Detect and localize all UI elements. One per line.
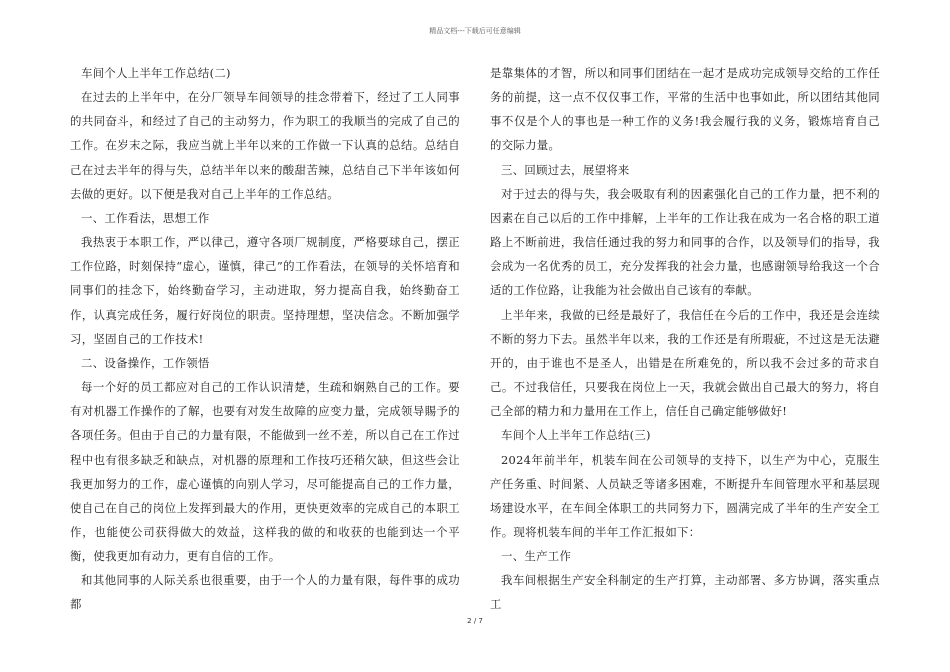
paragraph-continued: 是靠集体的才智，所以和同事们团结在一起才是成功完成领导交给的工作任务的前提，这一点不仅仅事工作，平常的生活中也事如此，所以团结其他同事不仅是个人的事也是一种工作的义务!我会履行我的义务，锻炼培育自己的交际力量。 xyxy=(490,66,880,153)
paragraph: 2024年前半年，机装车间在公司领导的支持下，以生产为中心，克服生产任务重、时间紧、人员缺乏等诸多困难，不断提升车间管理水平和基层现场建设水平，在车间全体职工的共同努力下，圆满完成了半年的生产安全工作。现将机装车间的半年工作汇报如下： xyxy=(490,452,880,539)
right-column xyxy=(490,61,880,617)
paragraph: 我热衷于本职工作，严以律己，遵守各项厂规制度，严格要球自己，摆正工作位路，时刻保持“虚心，谨慎，律己”的工作看法，在领导的关怀培育和同事们的挂念下，始终勤奋学习，主动进取，努力提高自我，始终勤奋工作，认真完成任务，履行好岗位的职责。坚持理想，坚决信念。不断加强学习，坚固自己的工作技术! xyxy=(70,235,460,346)
paragraph: 和其他同事的人际关系也很重要，由于一个人的力量有限，每件事的成功都 xyxy=(70,573,460,612)
left-column xyxy=(70,61,460,617)
paragraph: 上半年来，我做的已经是最好了，我信任在今后的工作中，我还是会连续不断的努力下去。虽然半年以来，我的工作还是有所瑕疵，不过这是无法避开的，由于谁也不是圣人，出错是在所难免的，所以我不会过多的苛求自己。不过我信任，只要我在岗位上一天，我就会做出自己最大的努力，将自己全部的精力和力量用在工作上，信任自己确定能够做好! xyxy=(490,307,880,419)
section-heading: 一、生产工作 xyxy=(501,549,572,564)
section-heading: 一、工作看法，思想工作 xyxy=(81,210,210,225)
paragraph: 在过去的上半年中，在分厂领导车间领导的挂念带着下，经过了工人同事的共同奋斗，和经过了自己的主动努力，作为职工的我顺当的完成了自己的工作。在岁末之际，我应当就上半年以来的工作做一下认真的总结。总结自己在过去半年的得与失，总结半年以来的酸甜苦辣，总结自己下半年该如何去做的更好。以下便是我对自己上半年的工作总结。 xyxy=(70,90,460,201)
paragraph: 对于过去的得与失，我会吸取有利的因素强化自己的工作力量，把不利的因素在自己以后的工作中排解，上半年的工作让我在成为一名合格的职工道路上不断前进，我信任通过我的努力和同事的合作，以及领导们的指导，我会成为一名优秀的员工，充分发挥我的社会力量，也感谢领导给我这一个合适的工作位路，让我能为社会做出自己该有的奉献。 xyxy=(490,186,880,298)
section-heading: 三、回顾过去，展望将来 xyxy=(501,162,630,177)
paragraph: 每一个好的员工都应对自己的工作认识清楚，生疏和娴熟自己的工作。要有对机器工作操作的了解，也要有对发生故障的应变力量，完成领导賜予的各项任务。但由于自己的力量有限，不能做到一丝不差，所以自己在工作过程中也有很多缺乏和缺点，对机器的原理和工作技巧还稍欠缺，但这些会让我更加努力的工作，虚心谨慎的向别人学习，尽可能提高自己的工作力量，使自己在自己的岗位上发挥到最大的作用，更快更效率的完成自己的本职工作，也能使公司获得做大的效益，这样我的做的和收获的也能到达一个平衡，使我更加有动力，更有自信的工作。 xyxy=(70,380,460,564)
section-title: 车间个人上半年工作总结(二) xyxy=(81,66,231,80)
section-heading: 二、设备操作，工作领悟 xyxy=(81,355,210,370)
page-header: 精品文档---下载后可任意编辑 xyxy=(429,27,521,35)
section-title: 车间个人上半年工作总结(三) xyxy=(501,428,651,443)
page-number: 2 / 7 xyxy=(467,617,483,625)
paragraph: 我车间根据生产安全科制定的生产打算，主动部署、多方协调，落实重点工 xyxy=(490,573,880,612)
